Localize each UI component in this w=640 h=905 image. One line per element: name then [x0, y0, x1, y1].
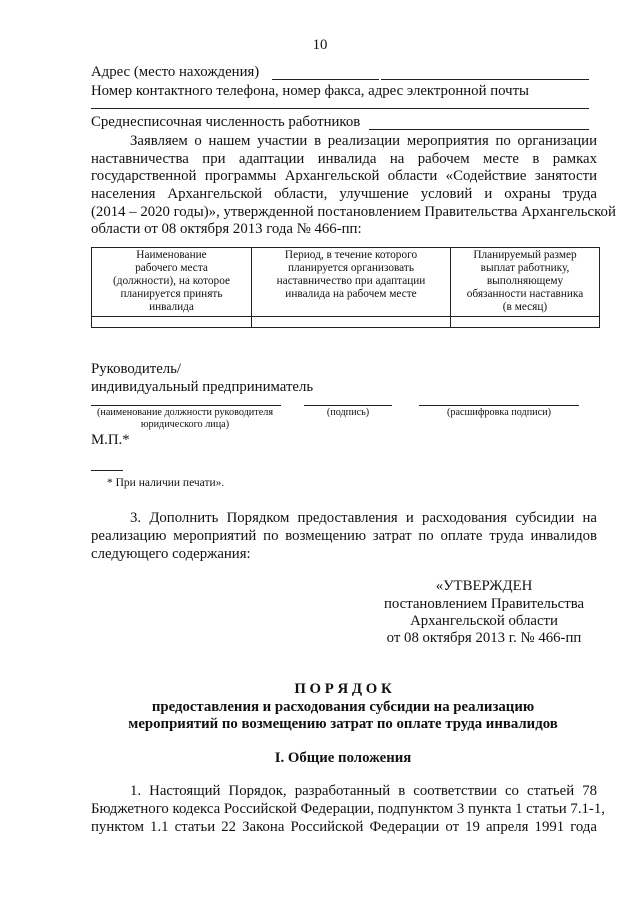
header-workplace [92, 248, 252, 317]
stamp-label: М.П.* [91, 432, 130, 448]
header-line: планируется принять [120, 288, 223, 300]
page-number: 10 [312, 37, 328, 53]
employees-label: Среднесписочная численность работников [91, 114, 361, 130]
table-row [92, 317, 600, 328]
header-period [252, 248, 451, 317]
approval-line-4: от 08 октября 2013 г. № 466-пп [386, 630, 582, 646]
header-line: выполняющему [486, 275, 564, 287]
address-label: Адрес (место нахождения) [91, 64, 260, 80]
header-line: инвалида на рабочем месте [285, 288, 417, 300]
signature-title-line-1: Руководитель/ [91, 361, 182, 377]
header-line: инвалида [149, 301, 194, 313]
position-underline [91, 405, 281, 406]
header-line: наставничество при адаптации [276, 275, 426, 287]
approval-line-2: постановлением Правительства [383, 596, 585, 612]
signature-underline [304, 405, 392, 406]
address-underline-2 [381, 79, 589, 80]
header-payment [451, 248, 600, 317]
header-line: (в месяц) [502, 301, 548, 313]
header-line: обязанности наставника [466, 288, 584, 300]
document-subtitle-1: предоставления и расходования субсидии на реализацию [151, 699, 535, 715]
paragraph1-line-2: Бюджетного кодекса Российской Федерации, подпунктом 3 пункта 1 статьи 7.1-1, [91, 801, 605, 817]
header-line: Период, в течение которого [284, 249, 418, 261]
statement-last-line: области от 08 октября 2013 года № 466-пп: [91, 221, 362, 237]
section-heading: I. Общие положения [274, 750, 412, 766]
caption-signature: (подпись) [326, 407, 370, 418]
header-line: Планируемый размер [473, 249, 577, 261]
address-underline-1 [272, 79, 379, 80]
statement-line-3: государственной программы Архангельской области «Содействие занятости [91, 168, 597, 184]
statement-line-2: наставничества при адаптации инвалида на рабочем месте в рамках [91, 151, 597, 167]
statement-line-4: населения Архангельской области, улучшение условий и охраны труда [91, 186, 597, 202]
header-line: рабочего места [135, 262, 208, 274]
subsidy-table [91, 247, 600, 328]
caption-line: юридического лица) [140, 419, 230, 430]
item3-last-line: следующего содержания: [91, 546, 251, 562]
approval-line-1: «УТВЕРЖДЕН [435, 578, 533, 594]
header-line: Наименование [136, 249, 207, 261]
item3-line-1: 3. Дополнить Порядком предоставления и расходования субсидии на [130, 510, 597, 526]
footnote-separator [91, 470, 123, 471]
contact-label: Номер контактного телефона, номер факса, адрес электронной почты [91, 83, 529, 99]
contact-underline [91, 108, 589, 109]
footnote: * При наличии печати». [107, 477, 225, 489]
paragraph1-line-1: 1. Настоящий Порядок, разработанный в соответствии со статьей 78 [130, 783, 597, 799]
caption-position [87, 407, 283, 431]
header-line: (должности), на которое [112, 275, 231, 287]
table-header-row [92, 248, 600, 317]
table-cell [451, 317, 600, 328]
decoding-underline [419, 405, 579, 406]
document-subtitle-2: мероприятий по возмещению затрат по оплате труда инвалидов [128, 716, 558, 732]
table-cell [92, 317, 252, 328]
document-title: П О Р Я Д О К [294, 681, 392, 697]
caption-decoding: (расшифровка подписи) [447, 407, 551, 418]
employees-underline [369, 129, 589, 130]
header-line: выплат работнику, [480, 262, 570, 274]
paragraph1-line-3: пунктом 1.1 статьи 22 Закона Российской Федерации от 19 апреля 1991 года [91, 819, 597, 835]
signature-title-line-2: индивидуальный предприниматель [91, 379, 314, 395]
table-cell [252, 317, 451, 328]
statement-line-5: (2014 – 2020 годы)», утвержденной постановлением Правительства Архангельской [91, 204, 616, 220]
approval-line-3: Архангельской области [410, 613, 558, 629]
header-line: планируется организовать [288, 262, 414, 274]
statement-line-1: Заявляем о нашем участии в реализации мероприятия по организации [130, 133, 597, 149]
caption-line: (наименование должности руководителя [96, 407, 274, 418]
item3-line-2: реализацию мероприятий по возмещению затрат по оплате труда инвалидов [91, 528, 597, 544]
